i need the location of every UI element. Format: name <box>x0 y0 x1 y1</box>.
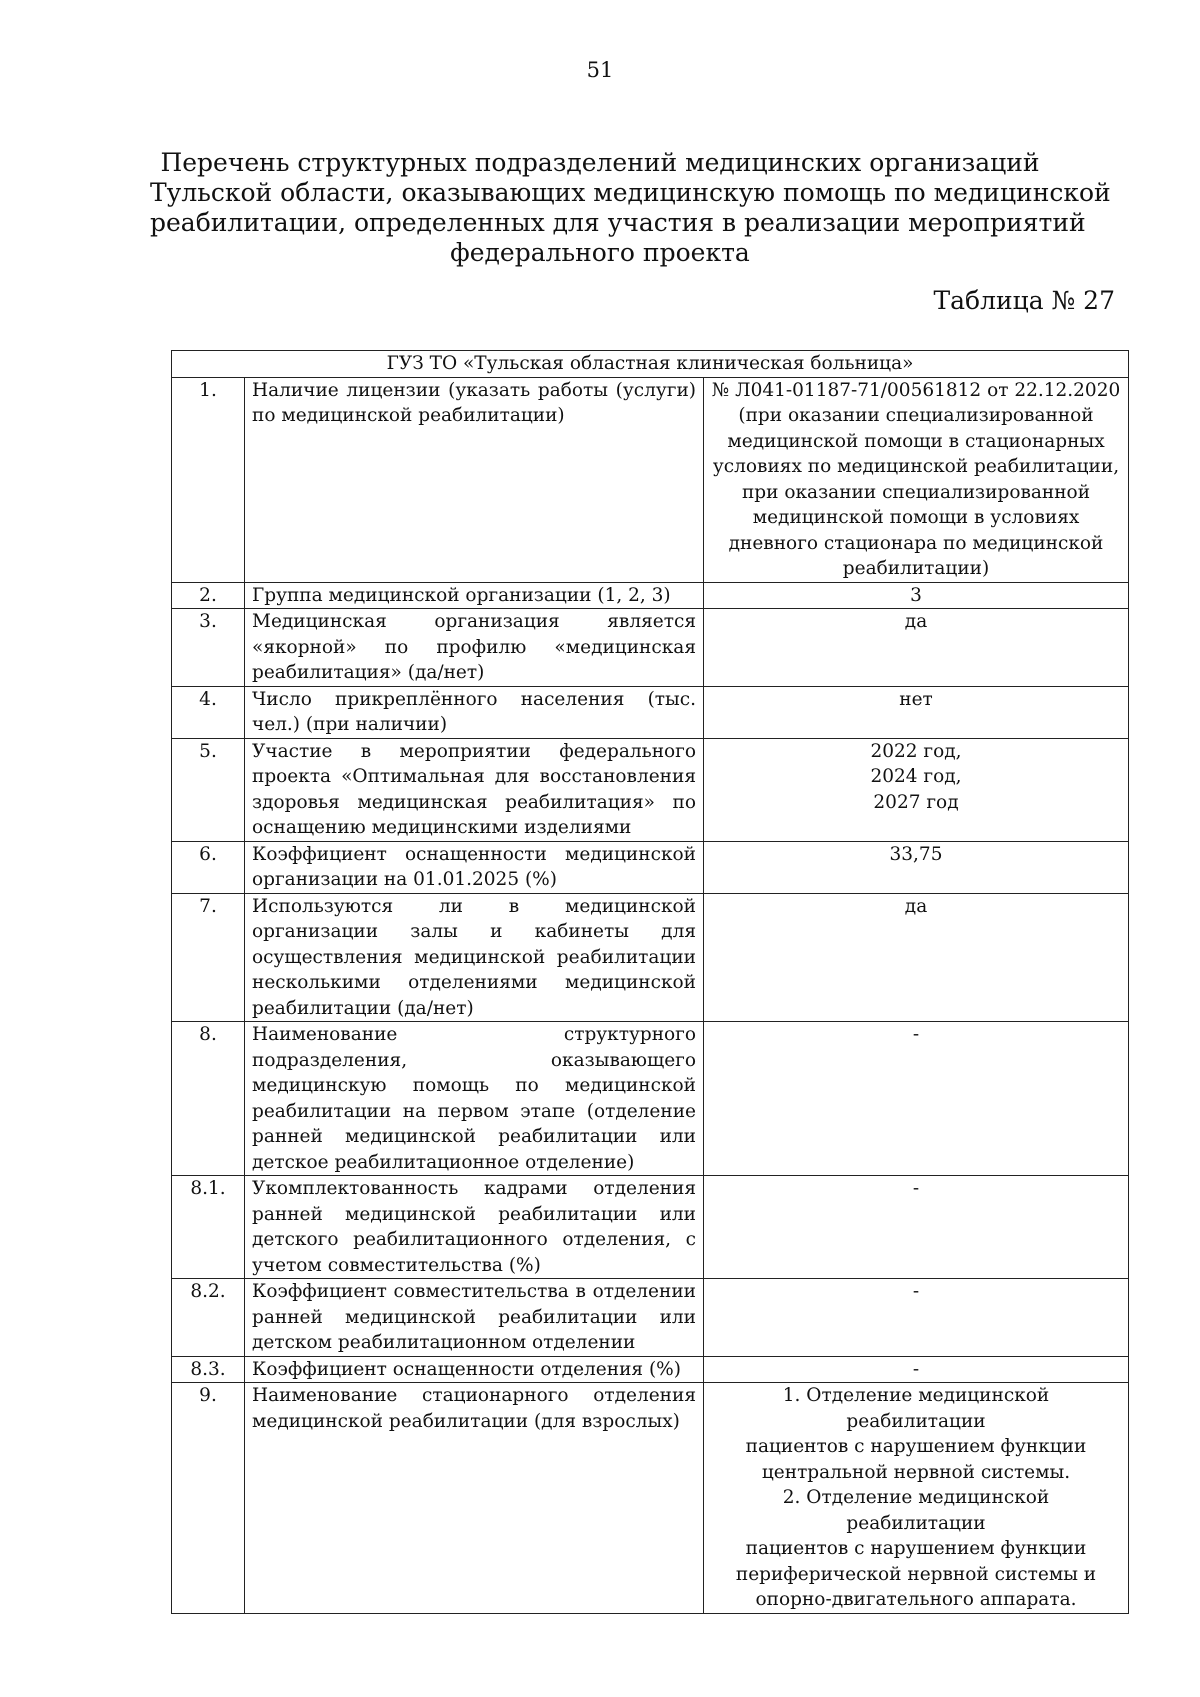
table-header: ГУЗ ТО «Тульская областная клиническая больница» <box>172 351 1129 378</box>
value-line: (при оказании специализированной <box>738 405 1094 426</box>
organization-table <box>171 350 1129 1614</box>
value-line: опорно-двигательного аппарата. <box>755 1589 1077 1610</box>
row-description: Участие в мероприятии федерального проекта «Оптимальная для восстановления здоровья медицинская реабилитация» по оснащению медицинскими изделиями <box>245 738 704 841</box>
table-row <box>172 1383 1129 1614</box>
row-description: Наименование стационарного отделения медицинской реабилитации (для взрослых) <box>245 1383 704 1614</box>
row-description: Коэффициент оснащенности медицинской организации на 01.01.2025 (%) <box>245 841 704 893</box>
table-row <box>172 609 1129 687</box>
row-number: 1. <box>172 377 245 582</box>
row-description: Коэффициент совместительства в отделении ранней медицинской реабилитации или детском реабилитационном отделении <box>245 1279 704 1357</box>
row-number: 4. <box>172 686 245 738</box>
table-row <box>172 841 1129 893</box>
table-row <box>172 377 1129 582</box>
row-number: 7. <box>172 893 245 1022</box>
table-label: Таблица № 27 <box>933 286 1115 315</box>
row-description: Коэффициент оснащенности отделения (%) <box>245 1356 704 1383</box>
row-value <box>704 377 1129 582</box>
row-value: да <box>704 893 1129 1022</box>
table-row <box>172 893 1129 1022</box>
row-number: 8.3. <box>172 1356 245 1383</box>
row-number: 5. <box>172 738 245 841</box>
row-description: Медицинская организация является «якорной» по профилю «медицинская реабилитация» (да/нет) <box>245 609 704 687</box>
row-description: Число прикреплённого населения (тыс. чел.) (при наличии) <box>245 686 704 738</box>
table-row <box>172 582 1129 609</box>
value-line: 2027 год <box>873 791 959 813</box>
row-value: - <box>704 1022 1129 1176</box>
table-row <box>172 1022 1129 1176</box>
page-number: 51 <box>586 58 614 82</box>
table-row <box>172 686 1129 738</box>
title-line: Перечень структурных подразделений медицинских организаций <box>160 148 1040 177</box>
row-description: Наименование структурного подразделения, оказывающего медицинскую помощь по медицинской реабилитации на первом этапе (отделение ранней медицинской реабилитации или детское реабилитационное отделение) <box>245 1022 704 1176</box>
row-value: - <box>704 1279 1129 1357</box>
row-number: 8.2. <box>172 1279 245 1357</box>
row-description: Группа медицинской организации (1, 2, 3) <box>245 582 704 609</box>
value-line: условиях по медицинской реабилитации, <box>712 456 1120 477</box>
title-line: реабилитации, определенных для участия в реализации мероприятий <box>150 208 1086 237</box>
row-value: 3 <box>704 582 1129 609</box>
value-line: медицинской помощи в условиях <box>752 507 1080 528</box>
value-line: реабилитации) <box>842 558 990 579</box>
value-line: 2. Отделение медицинской реабилитации <box>782 1487 1050 1534</box>
title-line: Тульской области, оказывающих медицинскую помощь по медицинской <box>150 178 1111 207</box>
row-description: Наличие лицензии (указать работы (услуги) по медицинской реабилитации) <box>245 377 704 582</box>
value-line: периферической нервной системы и <box>735 1563 1097 1585</box>
row-value <box>704 1383 1129 1614</box>
value-line: дневного стационара по медицинской <box>728 532 1104 554</box>
table-row <box>172 1279 1129 1357</box>
row-number: 8.1. <box>172 1176 245 1279</box>
value-line: 2022 год, <box>870 740 962 762</box>
row-number: 6. <box>172 841 245 893</box>
row-description: Используются ли в медицинской организации залы и кабинеты для осуществления медицинской реабилитации несколькими отделениями медицинской реабилитации (да/нет) <box>245 893 704 1022</box>
row-value: да <box>704 609 1129 687</box>
value-line: 1. Отделение медицинской реабилитации <box>782 1385 1050 1432</box>
row-description: Укомплектованность кадрами отделения ранней медицинской реабилитации или детского реабилитационного отделения, с учетом совместительства (%) <box>245 1176 704 1279</box>
value-line: пациентов с нарушением функции <box>745 1538 1087 1559</box>
value-line: 2024 год, <box>870 766 962 787</box>
row-value: - <box>704 1356 1129 1383</box>
row-number: 8. <box>172 1022 245 1176</box>
row-value: 33,75 <box>704 841 1129 893</box>
value-line: центральной нервной системы. <box>761 1461 1071 1483</box>
table-row <box>172 1356 1129 1383</box>
value-line: пациентов с нарушением функции <box>745 1436 1087 1457</box>
row-value: нет <box>704 686 1129 738</box>
value-line: медицинской помощи в стационарных <box>727 430 1105 452</box>
row-value: - <box>704 1176 1129 1279</box>
row-number: 3. <box>172 609 245 687</box>
row-number: 2. <box>172 582 245 609</box>
document-title <box>150 148 1111 268</box>
table-row <box>172 1176 1129 1279</box>
row-value <box>704 738 1129 841</box>
value-line: № Л041-01187-71/00561812 от 22.12.2020 <box>711 379 1121 401</box>
row-number: 9. <box>172 1383 245 1614</box>
table-row <box>172 738 1129 841</box>
title-line: федерального проекта <box>450 238 750 267</box>
value-line: при оказании специализированной <box>741 481 1091 503</box>
table-header-row <box>172 351 1129 378</box>
